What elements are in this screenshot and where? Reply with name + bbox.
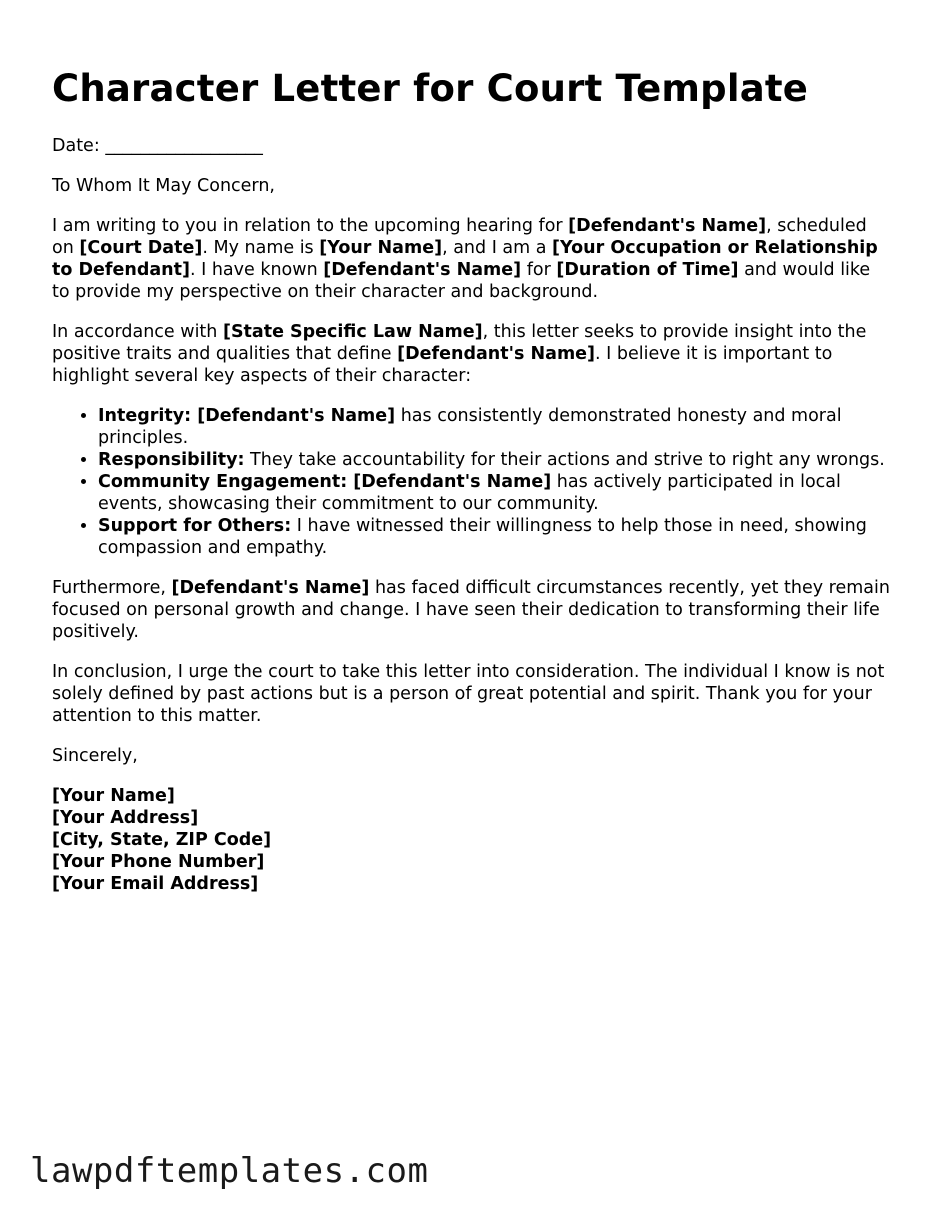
trait-text: has actively participated in local events, showcasing their commitment to our community. [98, 472, 841, 514]
paragraph-intro [52, 215, 892, 303]
list-item [98, 405, 892, 449]
list-item [98, 449, 892, 471]
date-blank: __________________ [105, 136, 263, 156]
your-name-placeholder: [Your Name] [319, 238, 443, 258]
signature-name: [Your Name] [52, 786, 175, 806]
intro-text-4: , and I am a [442, 238, 553, 258]
intro-text-5: . I have known [189, 260, 324, 280]
occupation-placeholder: [Your Occupation or Relationship to Defendant] [52, 238, 878, 280]
trait-label: Community Engagement: [Defendant's Name] [98, 472, 552, 492]
law-text-2: , this letter seeks to provide insight into the positive traits and qualities that define [52, 322, 867, 364]
circumstances-text-2: has faced difficult circumstances recently, yet they remain focused on personal growth and change. I have seen their dedication to transforming their life positively. [52, 578, 890, 642]
defendant-name-placeholder: [Defendant's Name] [323, 260, 522, 280]
list-item [98, 471, 892, 515]
closing: Sincerely, [52, 746, 138, 766]
page-title: Character Letter for Court Template [52, 67, 809, 110]
date-line [52, 135, 892, 157]
salutation: To Whom It May Concern, [52, 176, 275, 196]
intro-text-6: for [521, 260, 557, 280]
signature-address: [Your Address] [52, 808, 199, 828]
duration-placeholder: [Duration of Time] [556, 260, 739, 280]
intro-text-7: and would like to provide my perspective on their character and background. [52, 260, 871, 302]
paragraph-conclusion: In conclusion, I urge the court to take this letter into consideration. The individual I know is not solely defined by past actions but is a person of great potential and spirit. Thank you for your attention to this matter. [52, 662, 885, 726]
court-date-placeholder: [Court Date] [79, 238, 203, 258]
trait-text: They take accountability for their actions and strive to right any wrongs. [244, 450, 885, 470]
date-label: Date: [52, 136, 100, 156]
state-law-placeholder: [State Specific Law Name] [222, 322, 483, 342]
trait-label: Support for Others: [98, 516, 292, 536]
intro-text-1: I am writing to you in relation to the upcoming hearing for [52, 216, 569, 236]
trait-label: Responsibility: [98, 450, 245, 470]
signature-city: [City, State, ZIP Code] [52, 830, 272, 850]
trait-label: Integrity: [Defendant's Name] [98, 406, 396, 426]
list-item [98, 515, 892, 559]
letter-page [52, 66, 892, 895]
signature-phone: [Your Phone Number] [52, 852, 265, 872]
intro-text-2: , scheduled on [52, 216, 867, 258]
footer-watermark: lawpdftemplates.com [30, 1151, 429, 1191]
circumstances-text-1: Furthermore, [52, 578, 172, 598]
intro-text-3: . My name is [202, 238, 320, 258]
law-text-3: . I believe it is important to highlight several key aspects of their character: [52, 344, 833, 386]
defendant-name-placeholder: [Defendant's Name] [171, 578, 370, 598]
trait-text: I have witnessed their willingness to help those in need, showing compassion and empathy. [98, 516, 867, 558]
defendant-name-placeholder: [Defendant's Name] [568, 216, 767, 236]
paragraph-law [52, 321, 892, 387]
paragraph-circumstances [52, 577, 892, 643]
trait-text: has consistently demonstrated honesty and moral principles. [98, 406, 842, 448]
signature-block [52, 785, 892, 895]
signature-email: [Your Email Address] [52, 874, 259, 894]
character-traits-list [52, 405, 892, 559]
law-text-1: In accordance with [52, 322, 223, 342]
defendant-name-placeholder: [Defendant's Name] [397, 344, 596, 364]
